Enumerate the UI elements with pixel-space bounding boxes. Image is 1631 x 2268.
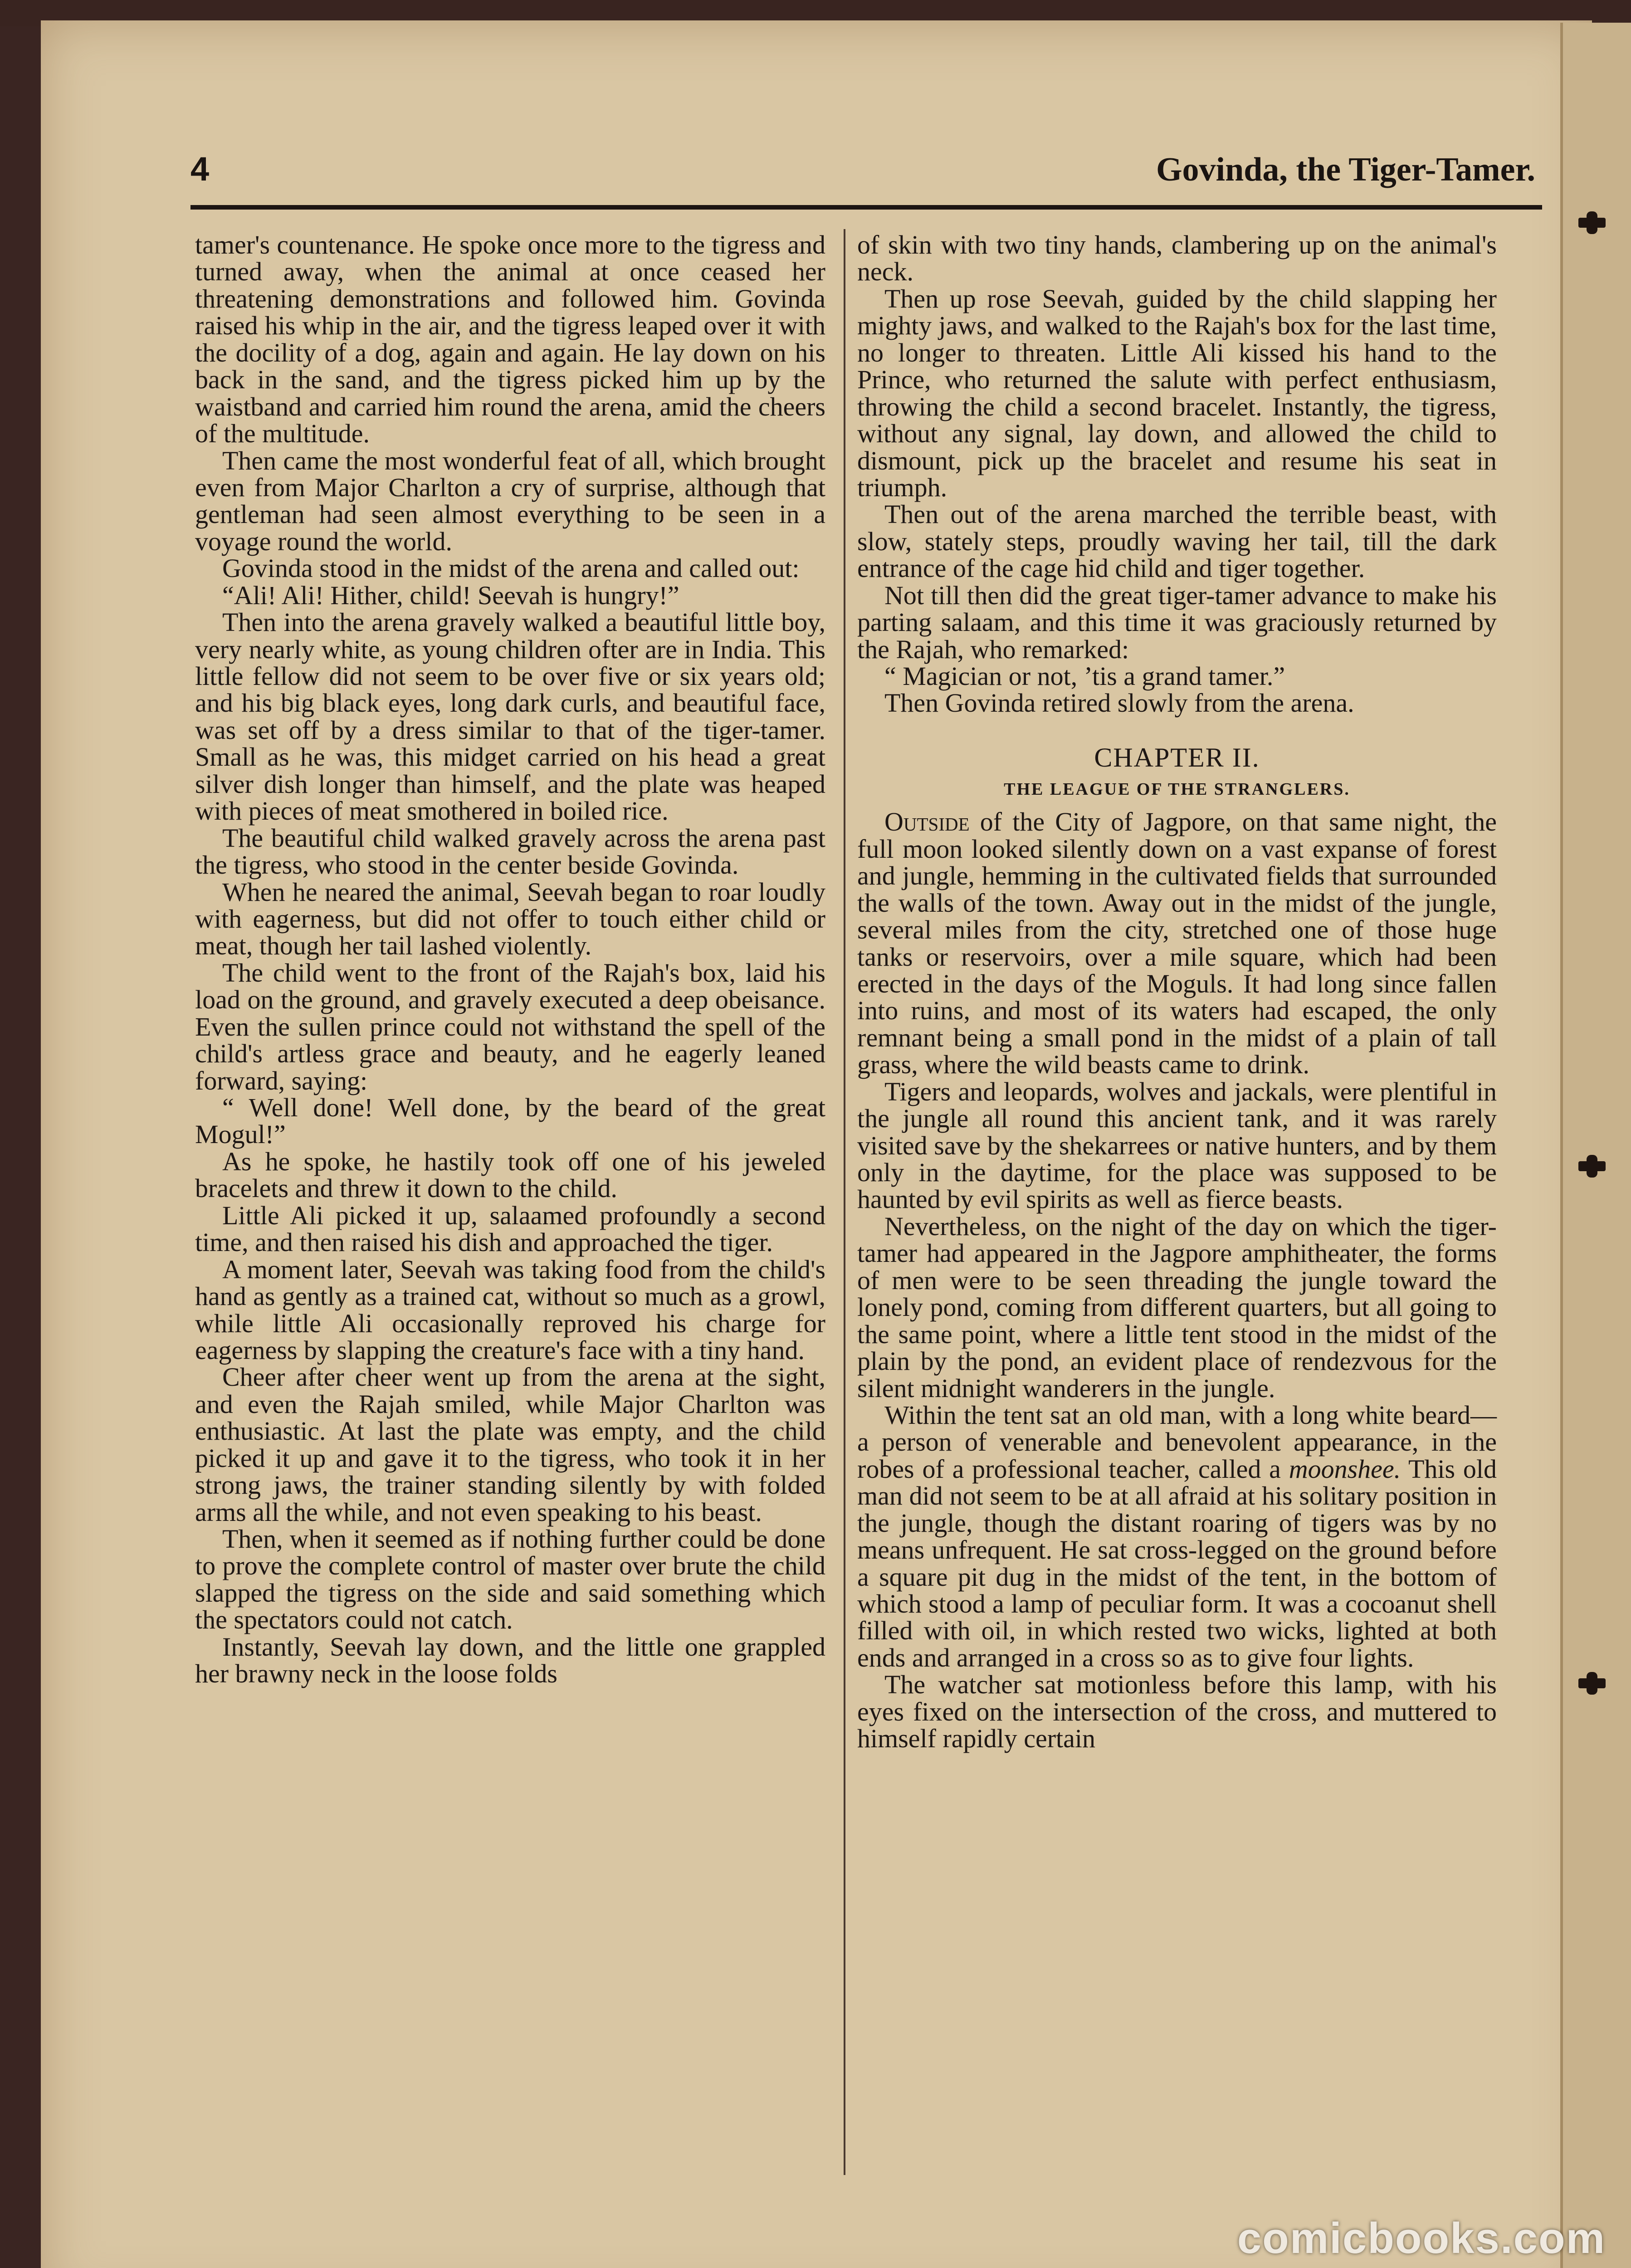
paragraph: “Ali! Ali! Hither, child! Seevah is hungry!”	[222, 580, 679, 610]
paragraph: As he spoke, he hastily took off one of his jeweled bracelets and threw it down to the child.	[195, 1146, 825, 1203]
running-title: Govinda, the Tiger-Tamer.	[1156, 151, 1535, 188]
header-rule	[190, 205, 1542, 210]
right-column	[857, 231, 1497, 1752]
paragraph: The beautiful child walked gravely across the arena past the tigress, who stood in the center beside Govinda.	[195, 823, 825, 880]
paragraph: tamer's countenance. He spoke once more to the tigress and turned away, when the animal at once ceased her threatening demonstrations and followed him. Govinda raised his whip in the air, and the tigress leaped over it with the docility of a dog, again and again. He lay down on his back in the sand, and the tigress picked him up by the waistband and carried him round the arena, amid the cheers of the multitude.	[195, 230, 825, 449]
binding-staple-icon	[1578, 1161, 1606, 1171]
paragraph: Nevertheless, on the night of the day on which the tiger-tamer had appeared in the Jagpore amphitheater, the forms of men were to be seen threading the jungle toward the lonely pond, coming from different quarters, but all going to the same point, where a little tent stood in the midst of the plain by the pond, an evident place of rendezvous for the silent midnight wanderers in the jungle.	[857, 1211, 1497, 1403]
paragraph: Then came the most wonderful feat of all, which brought even from Major Charlton a cry of surprise, although that gentleman had seen almost everything to be seen in a voyage round the world.	[195, 445, 825, 556]
paragraph: When he neared the animal, Seevah began to roar loudly with eagerness, but did not offer to touch either child or meat, though her tail lashed violently.	[195, 877, 825, 961]
paragraph: Little Ali picked it up, salaamed profoundly a second time, and then raised his dish and approached the tiger.	[195, 1200, 825, 1257]
paragraph: “ Well done! Well done, by the beard of the great Mogul!”	[195, 1093, 825, 1149]
paragraph: “ Magician or not, ’tis a grand tamer.”	[884, 661, 1285, 691]
paragraph: Cheer after cheer went up from the arena at the sight, and even the Rajah smiled, while Major Charlton was enthusiastic. At last the plate was empty, and the child picked it up and gave it to the tigress, who took it in her strong jaws, the trainer standing silently by with folded arms all the while, and not even speaking to his beast.	[195, 1362, 825, 1527]
paragraph: The watcher sat motionless before this lamp, with his eyes fixed on the intersection of the cross, and muttered to himself rapidly certain	[857, 1670, 1497, 1754]
paragraph: of skin with two tiny hands, clambering up on the animal's neck.	[857, 230, 1497, 287]
paragraph: Then up rose Seevah, guided by the child slapping her mighty jaws, and walked to the Rajah's box for the last time, no longer to threaten. Little Ali kissed his hand to the Prince, who returned the salute with perfect enthusiasm, throwing the child a second bracelet. Instantly, the tigress, without any signal, lay down, and allowed the child to dismount, pick up the bracelet and resume his seat in triumph.	[857, 284, 1497, 502]
paragraph: Govinda stood in the midst of the arena and called out:	[222, 553, 800, 583]
italic-term: moonshee.	[1289, 1454, 1401, 1484]
chapter-title: CHAPTER II.	[1094, 742, 1260, 772]
paragraph: A moment later, Seevah was taking food from the child's hand as gently as a trained cat, without so much as a growl, while little Ali occasionally reproved his charge for eagerness by slapping the creature's face with a tiny hand.	[195, 1254, 825, 1365]
paragraph: Instantly, Seevah lay down, and the little one grappled her brawny neck in the loose folds	[195, 1632, 825, 1689]
watermark: comicbooks.com	[1237, 2214, 1606, 2263]
page-header	[190, 150, 1542, 204]
column-divider	[844, 229, 845, 2175]
paragraph: The child went to the front of the Rajah's box, laid his load on the ground, and gravely executed a deep obeisance. Even the sullen prince could not withstand the spell of the child's artless grace and beauty, and he eagerly leaned forward, saying:	[195, 958, 825, 1095]
paragraph	[857, 808, 1497, 1078]
paragraph: Tigers and leopards, wolves and jackals, were plentiful in the jungle all round this ancient tank, and it was rarely visited save by the shekarrees or native hunters, and by them only in the daytime, for the place was supposed to be haunted by evil spirits as well as fierce beasts.	[857, 1076, 1497, 1214]
paragraph	[857, 1402, 1497, 1671]
left-column	[195, 231, 825, 1687]
paragraph: Then into the arena gravely walked a beautiful little boy, very nearly white, as young children ofter are in India. This little fellow did not seem to be over five or six years old; and his big black eyes, long dark curls, and beautiful face, was set off by a dress similar to that of the tiger-tamer. Small as he was, this midget carried on his head a great silver dish longer than himself, and the plate was heaped with pieces of meat smothered in boiled rice.	[195, 607, 825, 826]
paragraph: Then out of the arena marched the terrible beast, with slow, stately steps, proudly waving her tail, till the dark entrance of the cage hid child and tiger together.	[857, 499, 1497, 583]
page-number: 4	[190, 150, 210, 188]
section-title: THE LEAGUE OF THE STRANGLERS.	[1004, 780, 1350, 799]
binding-staple-icon	[1578, 218, 1606, 228]
binding-staple-icon	[1578, 1678, 1606, 1688]
drop-word: Outside	[884, 807, 970, 837]
paragraph: Then Govinda retired slowly from the arena.	[884, 688, 1354, 718]
binding-spine	[1560, 23, 1631, 2268]
paragraph-text: Within the tent sat an old man, with a long white beard—a person of venerable and benevolent appearance, in the robes of a professional teacher, called a	[857, 1400, 1497, 1484]
paragraph-text: This old man did not seem to be at all afraid at his solitary position in the jungle, though the distant roaring of tigers was by no means unfrequent. He sat cross-legged on the ground before a square pit dug in the midst of the tent, in the bottom of which stood a lamp of peculiar form. It was a cocoanut shell filled with oil, in which rested two wicks, lighted at both ends and arranged in a cross so as to give four lights.	[857, 1454, 1497, 1672]
paragraph: Not till then did the great tiger-tamer advance to make his parting salaam, and this time it was graciously returned by the Rajah, who remarked:	[857, 580, 1497, 664]
paragraph-text: of the City of Jagpore, on that same night, the full moon looked silently down on a vast expanse of forest and jungle, hemming in the cultivated fields that surrounded the walls of the town. Away out in the midst of the jungle, several miles from the city, stretched one of those huge tanks or reservoirs, over a mile square, which had been erected in the days of the Moguls. It had long since fallen into ruins, and most of its waters had escaped, the only remnant being a small pond in the midst of a plain of tall grass, where the wild beasts came to drink.	[857, 807, 1497, 1080]
paragraph: Then, when it seemed as if nothing further could be done to prove the complete control of master over brute the child slapped the tigress on the side and said something which the spectators could not catch.	[195, 1524, 825, 1635]
